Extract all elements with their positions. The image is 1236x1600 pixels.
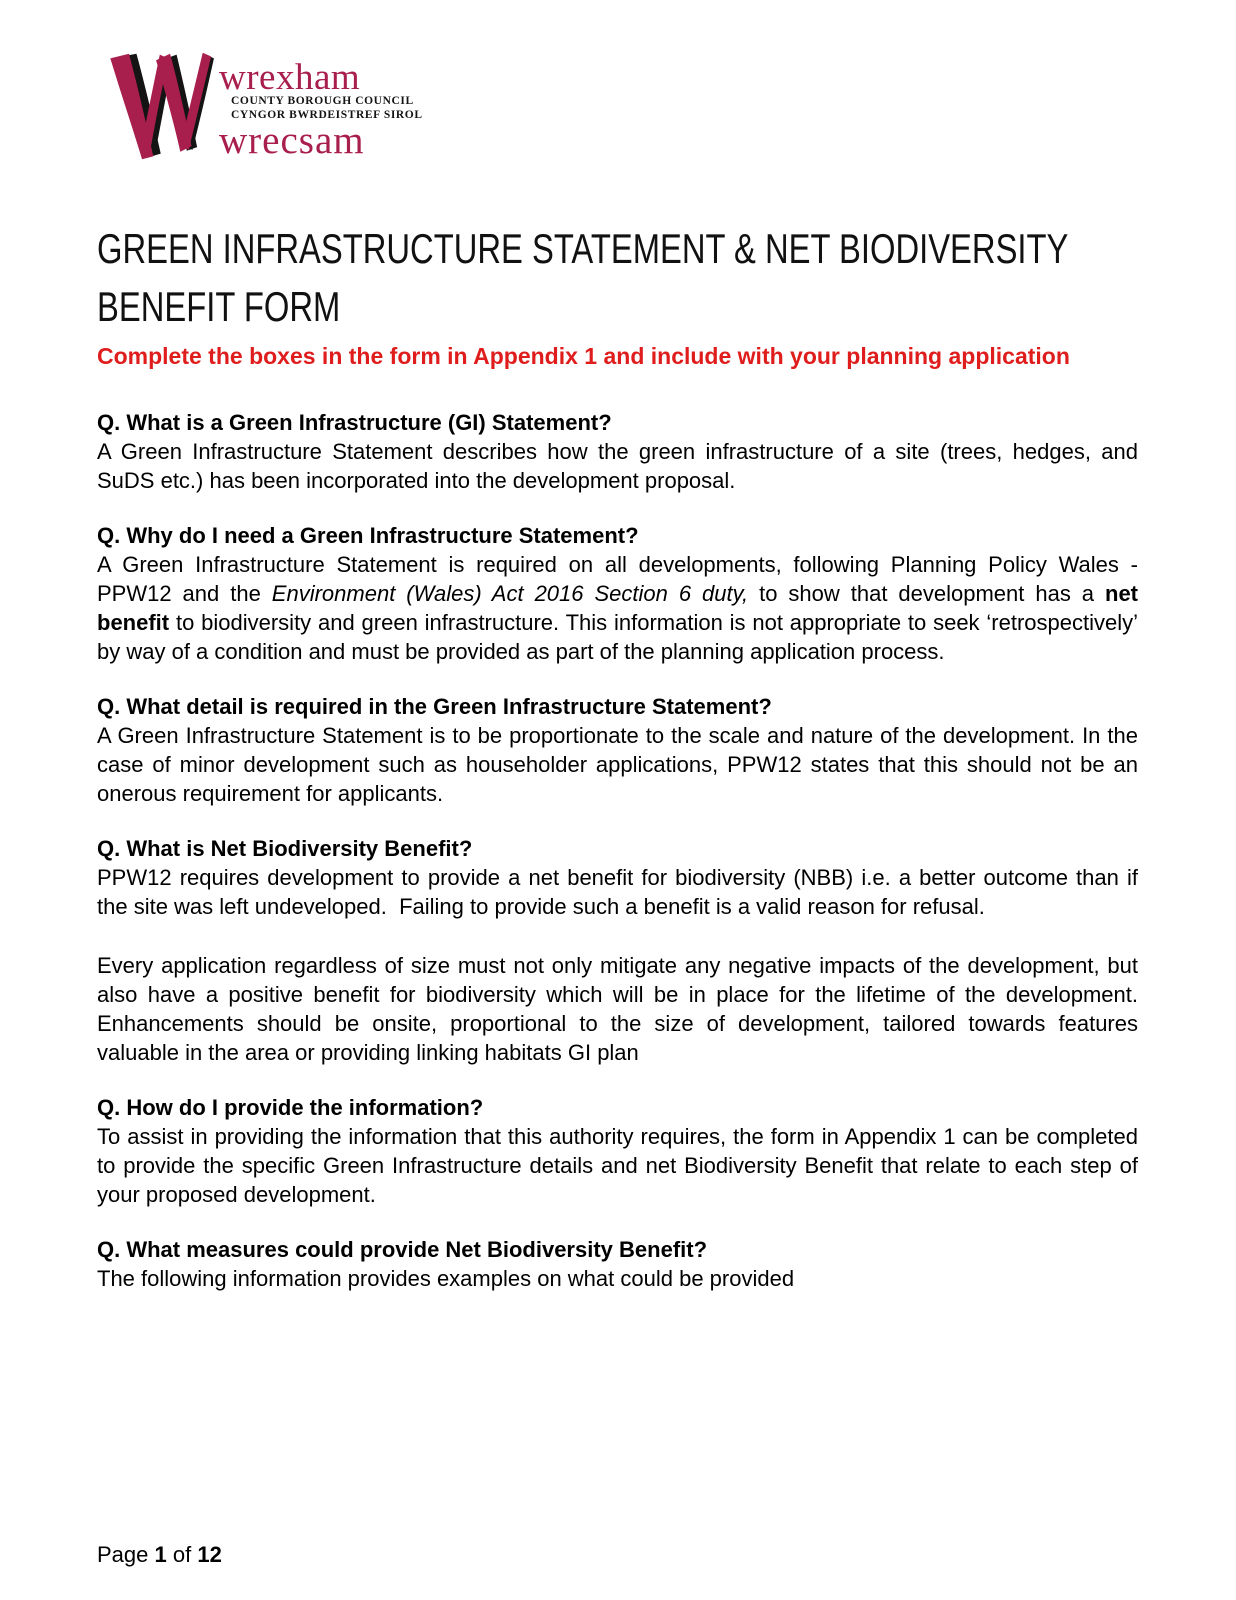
answer-paragraph: PPW12 requires development to provide a net benefit for biodiversity (NBB) i.e. a better outcome than if the site was left undeveloped. Failing to provide such a benefit is a valid reason for refusal.: [97, 865, 1138, 919]
logo-subtitle-welsh: CYNGOR BWRDEISTREF SIROL: [231, 109, 423, 121]
question-heading: Q. What is a Green Infrastructure (GI) Statement?: [97, 410, 612, 435]
qa-section-how-provide-information: [97, 1093, 1138, 1209]
qa-section-what-measures: [97, 1235, 1138, 1293]
answer-paragraph: A Green Infrastructure Statement is to be proportionate to the scale and nature of the development. In the case of minor development such as householder applications, PPW12 states that this should not be an onerous requirement for applicants.: [97, 723, 1138, 806]
question-heading: Q. Why do I need a Green Infrastructure Statement?: [97, 523, 639, 548]
qa-section-why-needed: [97, 521, 1138, 666]
wrexham-council-logo: [99, 50, 1138, 168]
logo-brand-english: wrexham: [219, 57, 361, 98]
logo-brand-welsh: wrecsam: [219, 119, 365, 162]
answer-paragraph: The following information provides examples on what could be provided: [97, 1266, 795, 1291]
page-title-line-1: GREEN INFRASTRUCTURE STATEMENT & NET BIODIVERSITY: [97, 225, 1069, 272]
answer-paragraph: A Green Infrastructure Statement is required on all developments, following Planning Policy Wales - PPW12 and the Environment (Wales) Act 2016 Section 6 duty, to show that development has a net benefit to biodiversity and green infrastructure. This information is not appropriate to seek ‘retrospectively’ by way of a condition and must be provided as part of the planning application process.: [97, 552, 1138, 664]
logo-subtitle-english: COUNTY BOROUGH COUNCIL: [231, 95, 414, 107]
page-title: [97, 220, 1138, 336]
page-title-line-2: BENEFIT FORM: [97, 283, 341, 330]
answer-paragraph: Every application regardless of size must not only mitigate any negative impacts of the development, but also have a positive benefit for biodiversity which will be in place for the lifetime of the development. Enhancements should be onsite, proportional to the size of development, tailored towards features valuable in the area or providing linking habitats GI plan: [97, 953, 1138, 1065]
question-heading: Q. What is Net Biodiversity Benefit?: [97, 836, 473, 861]
question-heading: Q. How do I provide the information?: [97, 1095, 484, 1120]
document-body: [97, 408, 1138, 1293]
wrexham-w-logo-icon: [99, 50, 215, 162]
qa-section-gi-statement: [97, 408, 1138, 495]
qa-section-net-biodiversity-benefit: [97, 834, 1138, 1067]
logo-text-block: [219, 50, 423, 162]
answer-paragraph: A Green Infrastructure Statement describes how the green infrastructure of a site (trees, hedges, and SuDS etc.) has been incorporated into the development proposal.: [97, 439, 1138, 493]
instruction-text: Complete the boxes in the form in Appendix 1 and include with your planning application: [97, 343, 1070, 369]
answer-paragraph: To assist in providing the information that this authority requires, the form in Appendix 1 can be completed to provide the specific Green Infrastructure details and net Biodiversity Benefit that relate to each step of your proposed development.: [97, 1124, 1138, 1207]
qa-section-what-detail: [97, 692, 1138, 808]
question-heading: Q. What detail is required in the Green Infrastructure Statement?: [97, 694, 772, 719]
page-footer: Page 1 of 12: [97, 1542, 222, 1567]
question-heading: Q. What measures could provide Net Biodiversity Benefit?: [97, 1237, 708, 1262]
